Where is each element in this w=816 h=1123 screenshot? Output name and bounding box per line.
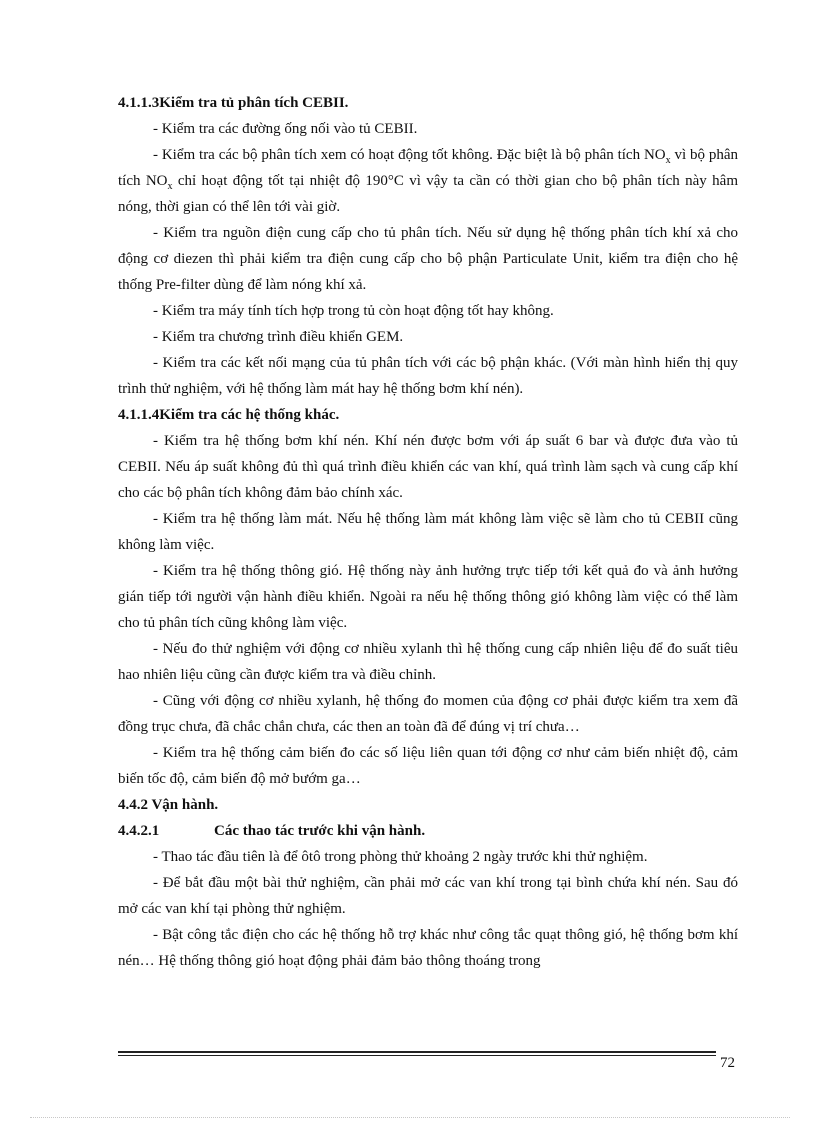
paragraph: - Thao tác đầu tiên là để ôtô trong phòng thử khoảng 2 ngày trước khi thử nghiệm. [153, 849, 648, 865]
page-edge-divider [30, 1117, 790, 1118]
heading-number: 4.4.2.1 [118, 823, 160, 839]
paragraph: - Kiểm tra các bộ phân tích xem có hoạt động tốt không. Đặc biệt là bộ phân tích $NO_x$ vì bộ phân tích $NO_x$ chỉ hoạt động tốt tại nhiệt độ 190°C vì vậy ta cần có thời gian cho bộ phân tích này hâm nóng, thời gian có thể lên tới vài giờ. [118, 147, 738, 215]
paragraph: - Kiểm tra các kết nối mạng của tủ phân tích với các bộ phận khác. (Với màn hình hiển thị quy trình thử nghiệm, với hệ thống làm mát hay hệ thống bơm khí nén). [118, 355, 738, 397]
section-heading-4-1-1-4: 4.1.1.4Kiểm tra các hệ thống khác. [118, 407, 340, 423]
paragraph: - Kiểm tra hệ thống thông gió. Hệ thống này ảnh hưởng trực tiếp tới kết quả đo và ảnh hưởng gián tiếp tới người vận hành điều khiển. Ngoài ra nếu hệ thống thông gió không làm việc có thể làm cho tủ phân tích cũng không làm việc. [118, 563, 738, 631]
paragraph: - Kiểm tra các đường ống nối vào tủ CEBII. [153, 121, 418, 137]
paragraph: - Bật công tắc điện cho các hệ thống hỗ trợ khác như công tắc quạt thông gió, hệ thống bơm khí nén… Hệ thống thông gió hoạt động phải đảm bảo thông thoáng trong [118, 927, 738, 969]
section-heading-4-4-2: 4.4.2 Vận hành. [118, 797, 219, 813]
footer-rule [118, 1051, 716, 1056]
section-heading-4-4-2-1 [118, 818, 738, 844]
paragraph: - Kiểm tra nguồn điện cung cấp cho tủ phân tích. Nếu sử dụng hệ thống phân tích khí xả cho động cơ diezen thì phải kiểm tra điện cung cấp cho bộ phận Particulate Unit, kiểm tra điện cho hệ thống Pre-filter dùng để làm nóng khí xả. [118, 225, 738, 293]
paragraph: - Kiểm tra máy tính tích hợp trong tủ còn hoạt động tốt hay không. [153, 303, 554, 319]
paragraph: - Để bắt đầu một bài thử nghiệm, cần phải mở các van khí trong tại bình chứa khí nén. Sau đó mở các van khí tại phòng thử nghiệm. [118, 875, 738, 917]
paragraph: - Kiểm tra hệ thống bơm khí nén. Khí nén được bơm với áp suất 6 bar và được đưa vào tủ CEBII. Nếu áp suất không đủ thì quá trình điều khiển các van khí, quá trình làm sạch và cung cấp khí cho các bộ phân tích không đảm bảo chính xác. [118, 433, 738, 501]
heading-text: Các thao tác trước khi vận hành. [214, 823, 426, 839]
paragraph: - Nếu đo thử nghiệm với động cơ nhiều xylanh thì hệ thống cung cấp nhiên liệu để đo suất tiêu hao nhiên liệu cũng cần được kiểm tra và điều chỉnh. [118, 641, 738, 683]
page-number: 72 [720, 1055, 735, 1071]
paragraph: - Kiểm tra chương trình điều khiển GEM. [153, 329, 404, 345]
document-body [118, 90, 738, 974]
paragraph: - Kiểm tra hệ thống cảm biến đo các số liệu liên quan tới động cơ như cảm biến nhiệt độ, cảm biến tốc độ, cảm biến độ mở bướm ga… [118, 745, 738, 787]
paragraph: - Kiểm tra hệ thống làm mát. Nếu hệ thống làm mát không làm việc sẽ làm cho tủ CEBII cũng không làm việc. [118, 511, 738, 553]
paragraph: - Cũng với động cơ nhiều xylanh, hệ thống đo momen của động cơ phải được kiểm tra xem đã đồng trục chưa, đã chắc chắn chưa, các then an toàn đã để đúng vị trí chưa… [118, 693, 738, 735]
section-heading-4-1-1-3: 4.1.1.3Kiểm tra tủ phân tích CEBII. [118, 95, 349, 111]
